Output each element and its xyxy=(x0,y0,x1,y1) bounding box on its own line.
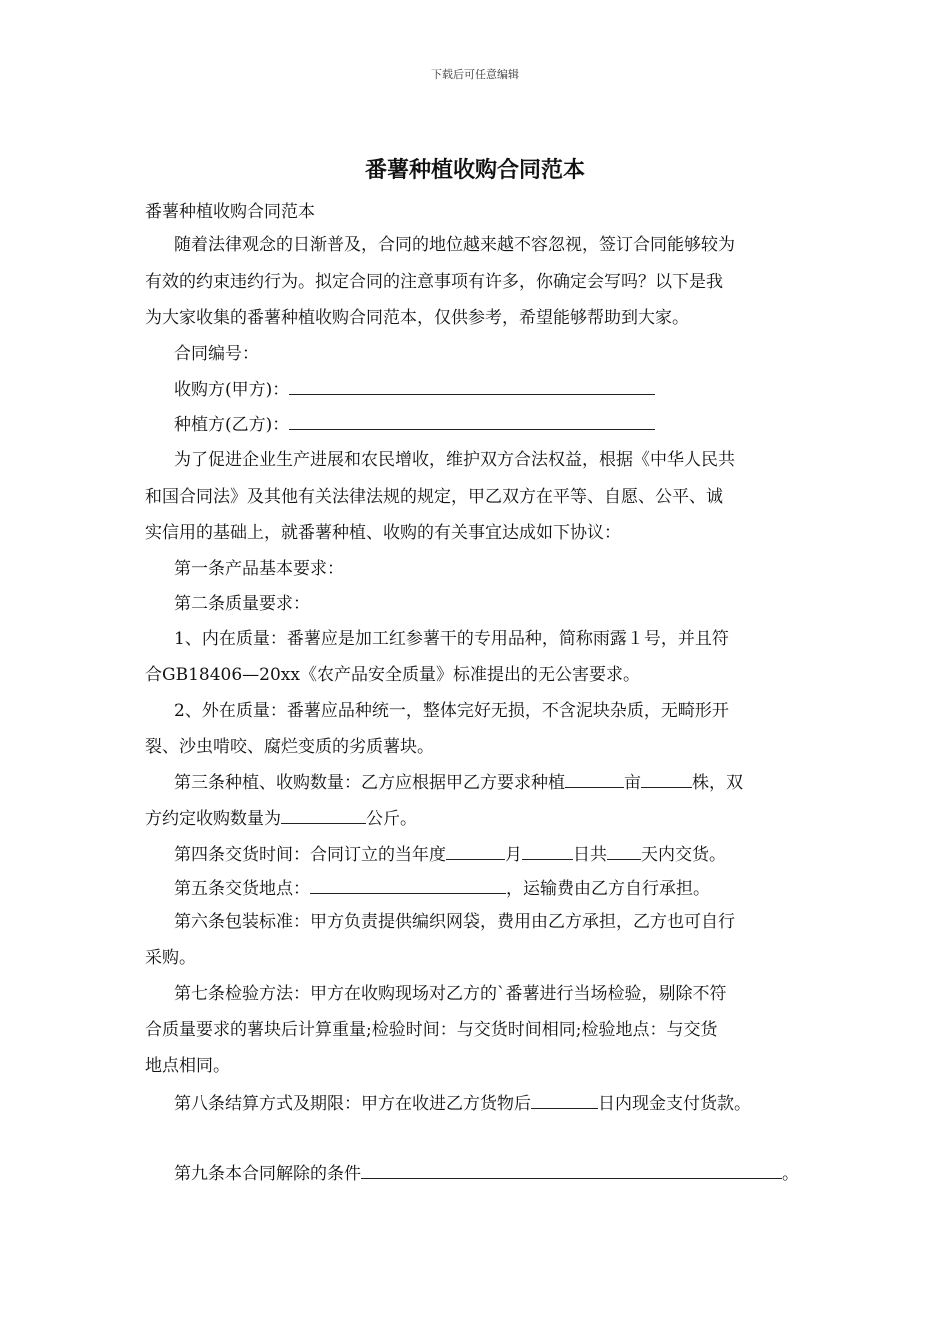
plant-unit: 株，双 xyxy=(692,773,743,793)
article-3-text: 第三条种植、收购数量：乙方应根据甲乙方要求种植 xyxy=(174,773,565,793)
quantity-unit: 公斤。 xyxy=(366,809,417,829)
quantity-blank[interactable] xyxy=(281,807,366,824)
buyer-blank[interactable] xyxy=(289,378,655,395)
article-2-item-1-cont: 合GB18406—20xx《农产品安全质量》标准提出的无公害要求。 xyxy=(145,665,640,685)
article-3-cont xyxy=(145,807,417,830)
subtitle-line: 番薯种植收购合同范本 xyxy=(145,202,315,222)
contract-number-label: 合同编号： xyxy=(174,344,259,364)
intro-line: 为大家收集的番薯种植收购合同范本，仅供参考，希望能够帮助到大家。 xyxy=(145,308,689,328)
page-header: 下载后可任意编辑 xyxy=(431,68,519,81)
buyer-field xyxy=(174,378,655,401)
article-9-tail: 。 xyxy=(782,1164,799,1184)
intro-line: 有效的约束违约行为。拟定合同的注意事项有许多，你确定会写吗？以下是我 xyxy=(145,272,723,292)
article-8-tail: 日内现金支付货款。 xyxy=(598,1094,751,1114)
article-9 xyxy=(174,1162,799,1185)
quantity-label: 方约定收购数量为 xyxy=(145,809,281,829)
preamble-line: 为了促进企业生产进展和农民增收，维护双方合法权益，根据《中华人民共 xyxy=(174,450,735,470)
article-2: 第二条质量要求： xyxy=(174,594,310,614)
month-blank[interactable] xyxy=(446,843,505,860)
article-2-item-1: 1、内在质量：番薯应是加工红参薯干的专用品种，简称雨露１号，并且符 xyxy=(174,629,729,649)
article-5-tail: ，运输费由乙方自行承担。 xyxy=(506,879,710,899)
article-7: 第七条检验方法：甲方在收购现场对乙方的`番薯进行当场检验，剔除不符 xyxy=(174,984,727,1004)
acre-unit: 亩 xyxy=(624,773,641,793)
article-6-cont: 采购。 xyxy=(145,948,196,968)
termination-blank[interactable] xyxy=(361,1162,782,1179)
grower-field xyxy=(174,413,655,436)
article-5 xyxy=(174,877,710,900)
grower-blank[interactable] xyxy=(289,413,655,430)
day-blank[interactable] xyxy=(522,843,573,860)
month-unit: 月 xyxy=(505,845,522,865)
article-7-cont: 地点相同。 xyxy=(145,1056,230,1076)
article-3 xyxy=(174,771,743,794)
article-6: 第六条包装标准：甲方负责提供编织网袋，费用由乙方承担，乙方也可自行 xyxy=(174,912,735,932)
article-4-text: 第四条交货时间：合同订立的当年度 xyxy=(174,845,446,865)
payment-days-blank[interactable] xyxy=(531,1092,598,1109)
article-1: 第一条产品基本要求： xyxy=(174,559,344,579)
article-8-text: 第八条结算方式及期限：甲方在收进乙方货物后 xyxy=(174,1094,531,1114)
article-8 xyxy=(174,1092,751,1115)
intro-line: 随着法律观念的日渐普及，合同的地位越来越不容忽视，签订合同能够较为 xyxy=(174,235,735,255)
grower-label: 种植方(乙方)： xyxy=(174,415,290,435)
article-4 xyxy=(174,843,726,866)
acre-blank[interactable] xyxy=(565,771,624,788)
plant-blank[interactable] xyxy=(641,771,692,788)
article-2-item-2: 2、外在质量：番薯应品种统一，整体完好无损，不含泥块杂质，无畸形开 xyxy=(174,701,729,721)
days-unit: 天内交货。 xyxy=(641,845,726,865)
buyer-label: 收购方(甲方)： xyxy=(174,380,290,400)
days-blank[interactable] xyxy=(607,843,641,860)
article-5-text: 第五条交货地点： xyxy=(174,879,310,899)
preamble-line: 和国合同法》及其他有关法律法规的规定，甲乙双方在平等、自愿、公平、诚 xyxy=(145,487,723,507)
article-9-text: 第九条本合同解除的条件 xyxy=(174,1164,361,1184)
location-blank[interactable] xyxy=(310,877,506,894)
day-unit: 日共 xyxy=(573,845,607,865)
article-7-cont: 合质量要求的薯块后计算重量;检验时间：与交货时间相同;检验地点：与交货 xyxy=(145,1020,718,1040)
article-2-item-2-cont: 裂、沙虫啃咬、腐烂变质的劣质薯块。 xyxy=(145,737,434,757)
preamble-line: 实信用的基础上，就番薯种植、收购的有关事宜达成如下协议： xyxy=(145,523,621,543)
document-title: 番薯种植收购合同范本 xyxy=(364,158,585,183)
